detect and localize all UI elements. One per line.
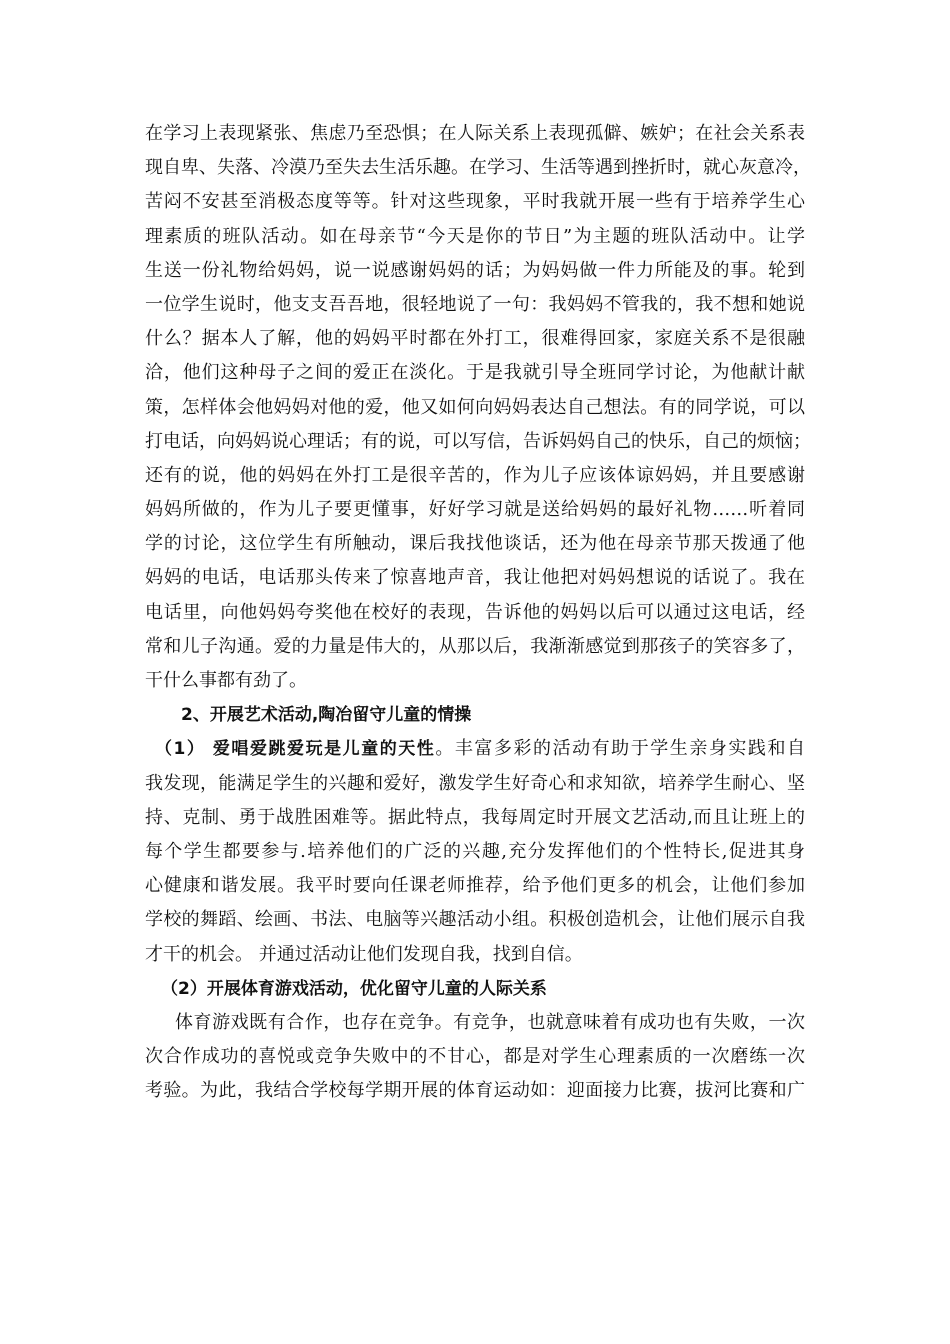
section-heading-sports-games: （2）开展体育游戏活动，优化留守儿童的人际关系	[161, 978, 547, 999]
text-line: 每个学生都要参与.培养他们的广泛的兴趣,充分发挥他们的个性特长,促进其身	[145, 840, 805, 862]
document-body	[145, 117, 811, 1108]
text-line: 妈妈所做的，作为儿子要更懂事，好好学习就是送给妈妈的最好礼物……听着同	[145, 499, 805, 521]
text-line: 干什么事都有劲了。	[145, 670, 307, 691]
paragraph-art-activities	[145, 732, 805, 971]
text-line: 生送一份礼物给妈妈，说一说感谢妈妈的话；为妈妈做一件力所能及的事。轮到	[145, 259, 805, 281]
text-line: 苦闷不安甚至消极态度等等。针对这些现象，平时我就开展一些有于培养学生心	[145, 191, 805, 213]
text-line: 才干的机会。 并通过活动让他们发现自我，找到自信。	[145, 943, 583, 965]
text-line: 洽，他们这种母子之间的爱正在淡化。于是我就引导全班同学讨论，为他献计献	[145, 362, 805, 384]
text-line: 考验。为此，我结合学校每学期开展的体育运动如：迎面接力比赛，拔河比赛和广	[145, 1080, 805, 1102]
paragraph-sports-games	[145, 1006, 805, 1109]
text-line: 妈妈的电话，电话那头传来了惊喜地声音，我让他把对妈妈想说的话说了。我在	[145, 567, 805, 589]
text-line: 在学习上表现紧张、焦虑乃至恐惧；在人际关系上表现孤僻、嫉妒；在社会关系表	[145, 123, 805, 144]
text-line: 还有的说，他的妈妈在外打工是很辛苦的，作为儿子应该体谅妈妈，并且要感谢	[145, 464, 805, 486]
text-line: 我发现，能满足学生的兴趣和爱好，激发学生好奇心和求知欲，培养学生耐心、坚	[145, 772, 805, 794]
section-heading-art-activities: 2、开展艺术活动,陶冶留守儿童的情操	[181, 705, 472, 726]
text-line: 电话里，向他妈妈夸奖他在校好的表现，告诉他的妈妈以后可以通过这电话，经	[145, 601, 805, 623]
text-line: 学校的舞蹈、绘画、书法、电脑等兴趣活动小组。积极创造机会，让他们展示自我	[145, 909, 805, 931]
lead-bold-text: （1） 爱唱爱跳爱玩是儿童的天性	[155, 739, 436, 760]
text-line-lead	[145, 732, 805, 766]
paragraph-family-relations	[145, 117, 811, 698]
text-line: 什么？据本人了解，他的妈妈平时都在外打工，很难得回家，家庭关系不是很融	[145, 328, 805, 350]
text-line: 策，怎样体会他妈妈对他的爱，他又如何向妈妈表达自己想法。有的同学说，可以	[145, 396, 805, 418]
text-line: 打电话，向妈妈说心理话；有的说，可以写信，告诉妈妈自己的快乐，自己的烦恼；	[145, 430, 811, 452]
text-line: 常和儿子沟通。爱的力量是伟大的，从那以后，我渐渐感觉到那孩子的笑容多了，	[145, 635, 805, 657]
text-line: 体育游戏既有合作，也存在竞争。有竞争，也就意味着有成功也有失败，一次	[175, 1011, 805, 1033]
text-line: 持、克制、勇于战胜困难等。据此特点，我每周定时开展文艺活动,而且让班上的	[145, 806, 805, 828]
lead-rest-text: 。丰富多彩的活动有助于学生亲身实践和自	[435, 738, 806, 760]
text-line: 理素质的班队活动。如在母亲节“今天是你的节日”为主题的班队活动中。让学	[145, 225, 805, 247]
text-line: 次合作成功的喜悦或竞争失败中的不甘心，都是对学生心理素质的一次磨练一次	[145, 1046, 805, 1068]
text-line: 现自卑、失落、冷漠乃至失去生活乐趣。在学习、生活等遇到挫折时，就心灰意冷，	[145, 157, 811, 179]
text-line: 一位学生说时，他支支吾吾地，很轻地说了一句：我妈妈不管我的，我不想和她说	[145, 293, 805, 315]
text-line: 学的讨论，这位学生有所触动，课后我找他谈话，还为他在母亲节那天拨通了他	[145, 533, 805, 555]
text-line: 心健康和谐发展。我平时要向任课老师推荐，给予他们更多的机会，让他们参加	[145, 875, 805, 897]
